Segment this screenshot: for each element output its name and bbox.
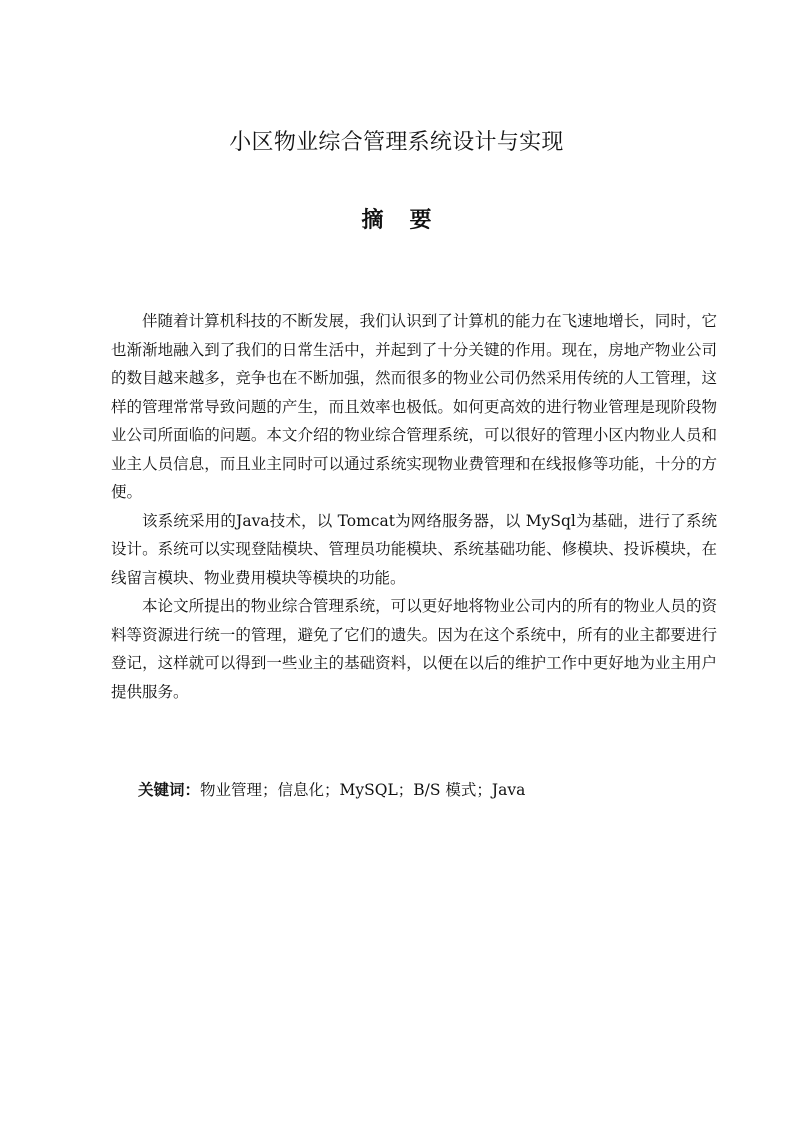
paper-title: 小区物业综合管理系统设计与实现 [229,130,564,155]
keywords-label: 关键词： [138,780,201,799]
abstract-paragraph-2: 该系统采用的Java技术，以 Tomcat为网络服务器，以 MySql为基础，进行了系统设计。系统可以实现登陆模块、管理员功能模块、系统基础功能、修模块、投诉模块，在线留言模块、物业费用模块等模块的功能。 [111,511,717,587]
abstract-paragraph-1: 伴随着计算机科技的不断发展，我们认识到了计算机的能力在飞速地增长，同时，它也渐渐地融入到了我们的日常生活中，并起到了十分关键的作用。现在，房地产物业公司的数目越来越多，竞争也在不断加强，然而很多的物业公司仍然采用传统的人工管理，这样的管理常常导致问题的产生，而且效率也极低。如何更高效的进行物业管理是现阶段物业公司所面临的问题。本文介绍的物业综合管理系统，可以很好的管理小区内物业人员和业主人员信息，而且业主同时可以通过系统实现物业费管理和在线报修等功能，十分的方便。 [111,312,717,501]
abstract-body [111,307,717,706]
abstract-heading: 摘要 [361,208,458,233]
keywords-line [138,776,718,804]
abstract-paragraph-3: 本论文所提出的物业综合管理系统，可以更好地将物业公司内的所有的物业人员的资料等资源进行统一的管理，避免了它们的遗失。因为在这个系统中，所有的业主都要进行登记，这样就可以得到一些业主的基础资料，以便在以后的维护工作中更好地为业主用户提供服务。 [111,597,717,701]
keywords-text: 物业管理；信息化；MySQL；B/S 模式；Java [200,781,526,799]
